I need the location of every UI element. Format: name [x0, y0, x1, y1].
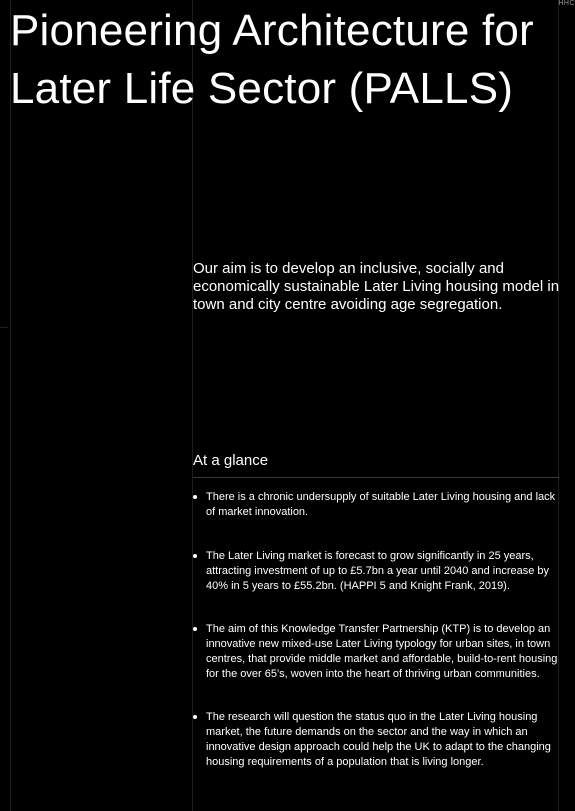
bullet-icon [193, 495, 197, 499]
aim-statement: Our aim is to develop an inclusive, socially and economically sustainable Later Living housing model in town and city centre avoiding age segregation. [193, 260, 560, 313]
list-item-text: The aim of this Knowledge Transfer Partnership (KTP) is to develop an innovative new mixed-use Later Living typology for urban sites, in town centres, that provide middle market and affordable, build-to-rent housing for the over 65’s, woven into the heart of thriving urban communities. [206, 623, 558, 680]
list-item-text: The research will question the status quo in the Later Living housing market, the future demands on the sector and the way in which an innovative design approach could help the UK to adapt to the changing housing requirements of a population that is living longer. [206, 711, 551, 768]
grid-line-left [10, 0, 11, 811]
list-item-text: The Later Living market is forecast to grow significantly in 25 years, attracting investment of up to £5.7bn a year until 2040 and increase by 40% in 5 years to £55.2bn. (HAPPI 5 and Knight Frank, 2019). [206, 550, 550, 592]
page-title: Pioneering Architecture for Later Life Sector (PALLS) [10, 6, 534, 113]
list-item [193, 490, 559, 520]
bullet-icon [193, 554, 197, 558]
at-a-glance-heading: At a glance [193, 452, 269, 469]
at-a-glance-list [193, 490, 559, 799]
grid-line-horizontal [0, 327, 8, 328]
list-item-text: There is a chronic undersupply of suitable Later Living housing and lack of market innovation. [206, 491, 556, 518]
list-item [193, 549, 559, 594]
list-item [193, 622, 559, 682]
bullet-icon [193, 715, 197, 719]
corner-mark: HHC [558, 0, 575, 7]
bullet-icon [193, 627, 197, 631]
section-divider [193, 477, 559, 478]
list-item [193, 710, 559, 770]
